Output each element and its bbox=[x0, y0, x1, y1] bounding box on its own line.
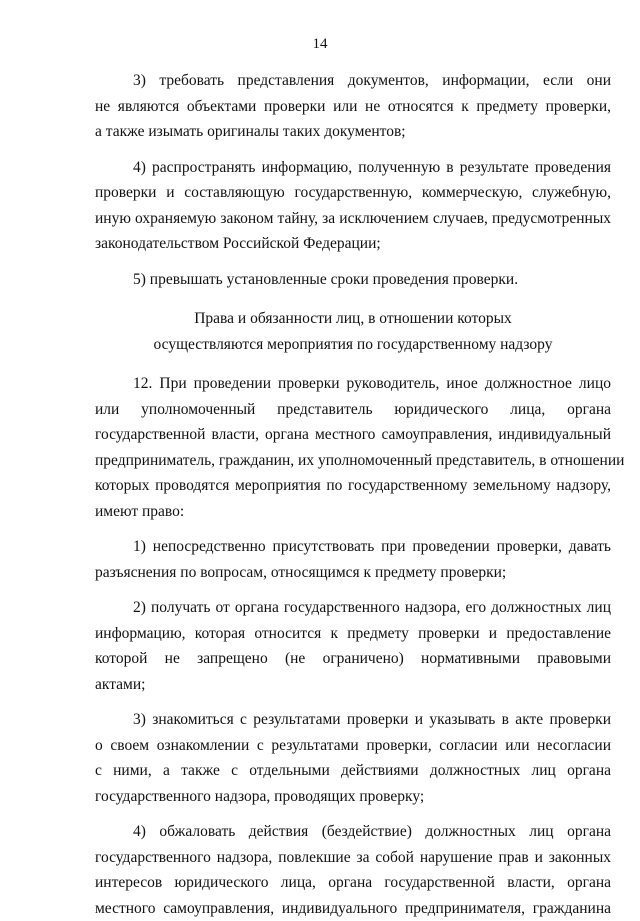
text-line: 12. При проведении проверки руководитель, иное должностное лицо bbox=[95, 371, 611, 397]
text-line: или уполномоченный представитель юридического лица, органа bbox=[95, 397, 611, 423]
text-line: которых проводятся мероприятия по государственному земельному надзору, bbox=[95, 473, 611, 499]
text-line: интересов юридического лица, органа государственной власти, органа bbox=[95, 870, 611, 896]
text-line: государственного надзора, повлекшие за собой нарушение прав и законных bbox=[95, 845, 611, 871]
text-line: 5) превышать установленные сроки проведения проверки. bbox=[95, 267, 611, 293]
text-line: разъяснения по вопросам, относящимся к предмету проверки; bbox=[95, 560, 611, 586]
text-line: с ними, а также с отдельными действиями должностных лиц органа bbox=[95, 758, 611, 784]
text-line: местного самоуправления, индивидуального предпринимателя, гражданина bbox=[95, 896, 611, 921]
text-line: не являются объектами проверки или не относятся к предмету проверки, bbox=[95, 94, 611, 120]
text-line: а также изымать оригиналы таких документов; bbox=[95, 119, 611, 145]
section-heading bbox=[95, 306, 611, 357]
text-line: 4) распространять информацию, полученную в результате проведения bbox=[95, 155, 611, 181]
text-line: актами; bbox=[95, 672, 611, 698]
text-line: проверки и составляющую государственную, коммерческую, служебную, bbox=[95, 180, 611, 206]
paragraph-right-3 bbox=[95, 707, 611, 809]
paragraph-12 bbox=[95, 371, 611, 524]
text-line: о своем ознакомлении с результатами проверки, согласии или несогласии bbox=[95, 733, 611, 759]
text-line: имеют право: bbox=[95, 499, 611, 525]
text-line: 2) получать от органа государственного надзора, его должностных лиц bbox=[95, 595, 611, 621]
text-line: 3) требовать представления документов, информации, если они bbox=[95, 68, 611, 94]
heading-line: Права и обязанности лиц, в отношении которых bbox=[95, 306, 611, 332]
text-line: 4) обжаловать действия (бездействие) должностных лиц органа bbox=[95, 819, 611, 845]
paragraph-right-4 bbox=[95, 819, 611, 921]
text-line: предприниматель, гражданин, их уполномоченный представитель, в отношении bbox=[95, 448, 611, 474]
paragraph-item-4 bbox=[95, 155, 611, 257]
text-line: государственного надзора, проводящих проверку; bbox=[95, 784, 611, 810]
page-body bbox=[95, 68, 611, 921]
text-line: информацию, которая относится к предмету проверки и предоставление bbox=[95, 621, 611, 647]
paragraph-item-3 bbox=[95, 68, 611, 145]
page-number: 14 bbox=[0, 36, 640, 53]
paragraph-item-5 bbox=[95, 267, 611, 293]
paragraph-right-2 bbox=[95, 595, 611, 697]
text-line: которой не запрещено (не ограничено) нормативными правовыми bbox=[95, 646, 611, 672]
text-line: государственной власти, органа местного самоуправления, индивидуальный bbox=[95, 422, 611, 448]
text-line: 1) непосредственно присутствовать при проведении проверки, давать bbox=[95, 534, 611, 560]
text-line: иную охраняемую законом тайну, за исключением случаев, предусмотренных bbox=[95, 206, 611, 232]
text-line: 3) знакомиться с результатами проверки и указывать в акте проверки bbox=[95, 707, 611, 733]
text-line: законодательством Российской Федерации; bbox=[95, 231, 611, 257]
heading-line: осуществляются мероприятия по государственному надзору bbox=[95, 332, 611, 358]
paragraph-right-1 bbox=[95, 534, 611, 585]
